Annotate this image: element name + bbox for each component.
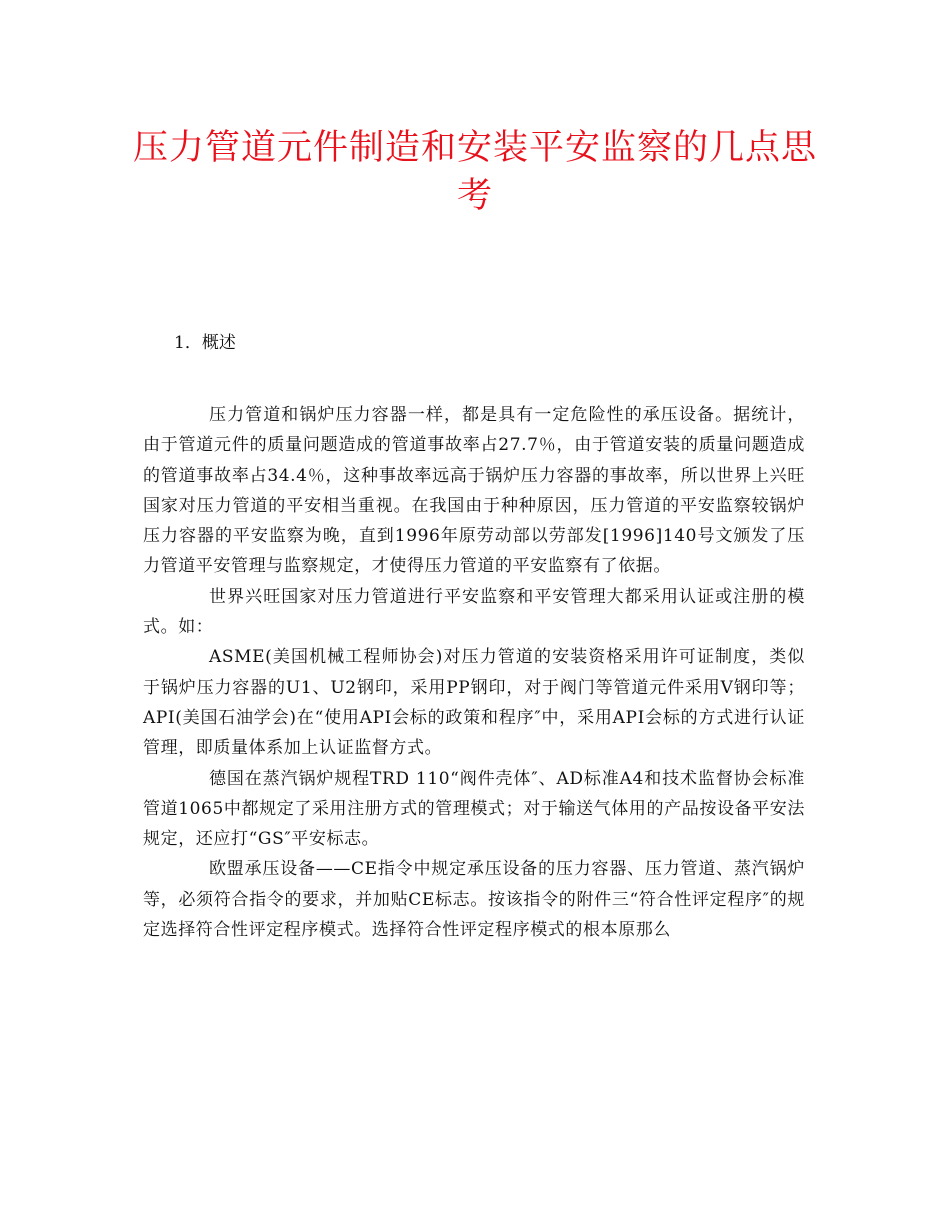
document-title: 压力管道元件制造和安装平安监察的几点思考 (132, 128, 817, 216)
section-heading-overview: 1．概述 (174, 333, 236, 353)
paragraph: 世界兴旺国家对压力管道进行平安监察和平安管理大都采用认证或注册的模式。如： (143, 586, 805, 638)
paragraph: ASME(美国机械工程师协会)对压力管道的安装资格采用许可证制度，类似于锅炉压力容器的U1、U2钢印，采用PP钢印，对于阀门等管道元件采用V钢印等；API(美国石油学会)在“使用API会标的政策和程序″中，采用API会标的方式进行认证管理，即质量体系加上认证监督方式。 (143, 647, 805, 759)
paragraph: 压力管道和锅炉压力容器一样，都是具有一定危险性的承压设备。据统计，由于管道元件的质量问题造成的管道事故率占27.7％，由于管道安装的质量问题造成的管道事故率占34.4％，这种事故率远高于锅炉压力容器的事故率，所以世界上兴旺国家对压力管道的平安相当重视。在我国由于种种原因，压力管道的平安监察较锅炉压力容器的平安监察为晚，直到1996年原劳动部以劳部发[1996]140号文颁发了压力管道平安管理与监察规定，才使得压力管道的平安监察有了依据。 (143, 405, 805, 577)
paragraph: 欧盟承压设备——CE指令中规定承压设备的压力容器、压力管道、蒸汽锅炉等，必须符合指令的要求，并加贴CE标志。按该指令的附件三“符合性评定程序″的规定选择符合性评定程序模式。选择符合性评定程序模式的根本原那么 (143, 859, 805, 941)
body-text (143, 400, 805, 945)
paragraph: 德国在蒸汽锅炉规程TRD 110“阀件壳体″、AD标准A4和技术监督协会标准管道1065中都规定了采用注册方式的管理模式；对于输送气体用的产品按设备平安法规定，还应打“GS″平安标志。 (143, 768, 805, 850)
